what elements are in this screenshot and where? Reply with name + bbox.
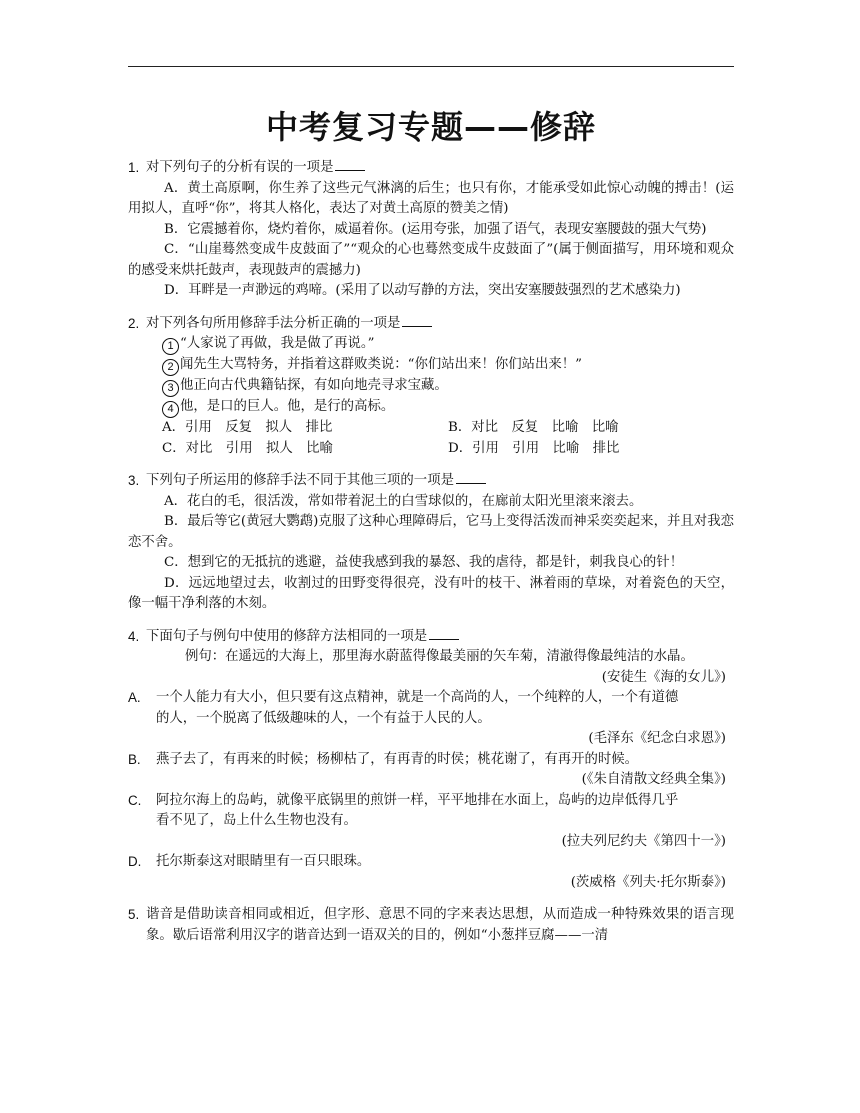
example-sentence: 例句：在遥远的大海上，那里海水蔚蓝得像最美丽的矢车菊，清澈得像最纯洁的水晶。 xyxy=(185,649,694,664)
question-text: 对下列各句所用修辞手法分析正确的一项是 xyxy=(146,315,401,331)
question-5 xyxy=(128,905,734,946)
option-text: 托尔斯泰这对眼睛里有一百只眼珠。 xyxy=(156,854,371,869)
option-a: A．引用 反复 拟人 排比 xyxy=(162,420,333,435)
question-5-stem xyxy=(128,905,734,946)
question-number: 3. xyxy=(128,473,140,488)
answer-blank xyxy=(335,158,365,171)
sentence-text: 闻先生大骂特务，并指着这群败类说：“你们站出来！你们站出来！” xyxy=(180,357,583,372)
option-label: D. xyxy=(128,854,142,869)
option-d: D．耳畔是一声渺远的鸡啼。(采用了以动写静的方法，突出安塞腰鼓强烈的艺术感染力) xyxy=(164,283,681,298)
option-label: B. xyxy=(128,751,141,767)
question-number: 2. xyxy=(128,315,140,331)
question-number: 4. xyxy=(128,628,140,644)
question-2 xyxy=(128,314,734,460)
option-c: C．想到它的无抵抗的逃避，益使我感到我的暴怒、我的虐待，都是针，刺我良心的针！ xyxy=(164,555,684,570)
question-number: 1. xyxy=(128,160,140,175)
option-row-2 xyxy=(128,439,734,460)
circled-number: 4 xyxy=(162,401,179,418)
option-b: B．最后等它(黄冠大鹦鹉)克服了这种心理障碍后，它马上变得活泼而神采奕奕起来，并且对我恋恋不舍。 xyxy=(128,514,734,550)
option-text: 一个人能力有大小，但只要有这点精神，就是一个高尚的人，一个纯粹的人，一个有道德的人，一个脱离了低级趣味的人，一个有益于人民的人。 xyxy=(156,690,679,726)
option-source: (茨威格《列夫·托尔斯泰》) xyxy=(570,874,726,890)
question-number: 5. xyxy=(128,907,140,922)
option-d xyxy=(128,852,734,873)
option-label: C. xyxy=(128,792,142,808)
option-row-1 xyxy=(128,418,734,439)
option-c xyxy=(128,791,734,832)
option-a: A．花白的毛，很活泼，常如带着泥土的白雪球似的，在廊前太阳光里滚来滚去。 xyxy=(164,493,643,509)
question-text: 下面句子与例句中使用的修辞方法相同的一项是 xyxy=(146,628,428,644)
question-1-stem xyxy=(128,158,734,179)
sentence-4 xyxy=(128,397,734,418)
sentence-text: 他，是口的巨人。他，是行的高标。 xyxy=(180,399,395,414)
question-3-stem xyxy=(128,471,734,492)
option-source: (拉夫列尼约夫《第四十一》) xyxy=(561,833,726,849)
option-source: (《朱自清散文经典全集》) xyxy=(581,772,726,787)
question-1 xyxy=(128,158,734,302)
page-title: 中考复习专题——修辞 xyxy=(265,108,596,146)
header-rule xyxy=(128,66,734,67)
option-b: B．对比 反复 比喻 比喻 xyxy=(448,420,619,435)
option-c: C．对比 引用 拟人 比喻 xyxy=(162,440,333,456)
sentence-text: “人家说了再做，我是做了再说。” xyxy=(180,336,375,351)
option-text: 燕子去了，有再来的时候；杨柳枯了，有再青的时侯；桃花谢了，有再开的时候。 xyxy=(156,751,639,767)
option-b xyxy=(128,750,734,771)
option-label: A. xyxy=(128,690,141,705)
option-a: A．黄土高原啊，你生养了这些元气淋漓的后生；也只有你，才能承受如此惊心动魄的搏击！(运用拟人，直呼“你”，将其人格化，表达了对黄土高原的赞美之情) xyxy=(128,180,734,216)
question-4-stem xyxy=(128,627,734,648)
question-text: 下列句子所运用的修辞手法不同于其他三项的一项是 xyxy=(146,473,454,488)
circled-number: 2 xyxy=(162,359,179,376)
option-d: D．引用 引用 比喻 排比 xyxy=(448,440,620,456)
option-a xyxy=(128,688,734,729)
answer-blank xyxy=(402,314,432,327)
example-source: (安徒生《海的女儿》) xyxy=(601,669,726,685)
question-2-stem xyxy=(128,314,734,335)
circled-number: 1 xyxy=(162,338,179,355)
question-4 xyxy=(128,627,734,894)
option-c: C．“山崖蓦然变成牛皮鼓面了”“观众的心也蓦然变成牛皮鼓面了”(属于侧面描写，用环境和观众的感受来烘托鼓声，表现鼓声的震撼力) xyxy=(128,242,734,278)
answer-blank xyxy=(456,471,486,484)
question-3 xyxy=(128,471,734,615)
sentence-2 xyxy=(128,355,734,376)
option-d: D．远远地望过去，收割过的田野变得很亮，没有叶的枝干、淋着雨的草垛，对着瓷色的天空，像一幅干净利落的木刻。 xyxy=(128,575,734,611)
circled-number: 3 xyxy=(162,380,179,397)
question-text: 谐音是借助读音相同或相近，但字形、意思不同的字来表达思想，从而造成一种特殊效果的语言现象。歇后语常利用汉字的谐音达到一语双关的目的，例如“小葱拌豆腐——一清 xyxy=(146,907,734,943)
option-text: 阿拉尔海上的岛屿，就像平底锅里的煎饼一样，平平地排在水面上，岛屿的边岸低得几乎看不见了，岛上什么生物也没有。 xyxy=(156,792,679,828)
sentence-1 xyxy=(128,334,734,355)
option-source: (毛泽东《纪念白求恩》) xyxy=(588,731,726,746)
answer-blank xyxy=(429,627,459,640)
sentence-3 xyxy=(128,376,734,397)
sentence-text: 他正向古代典籍钻探，有如向地壳寻求宝藏。 xyxy=(180,378,448,393)
document-body xyxy=(128,158,734,958)
question-text: 对下列句子的分析有误的一项是 xyxy=(146,160,334,175)
option-b: B．它震撼着你，烧灼着你，威逼着你。(运用夸张，加强了语气，表现安塞腰鼓的强大气势) xyxy=(164,221,707,237)
